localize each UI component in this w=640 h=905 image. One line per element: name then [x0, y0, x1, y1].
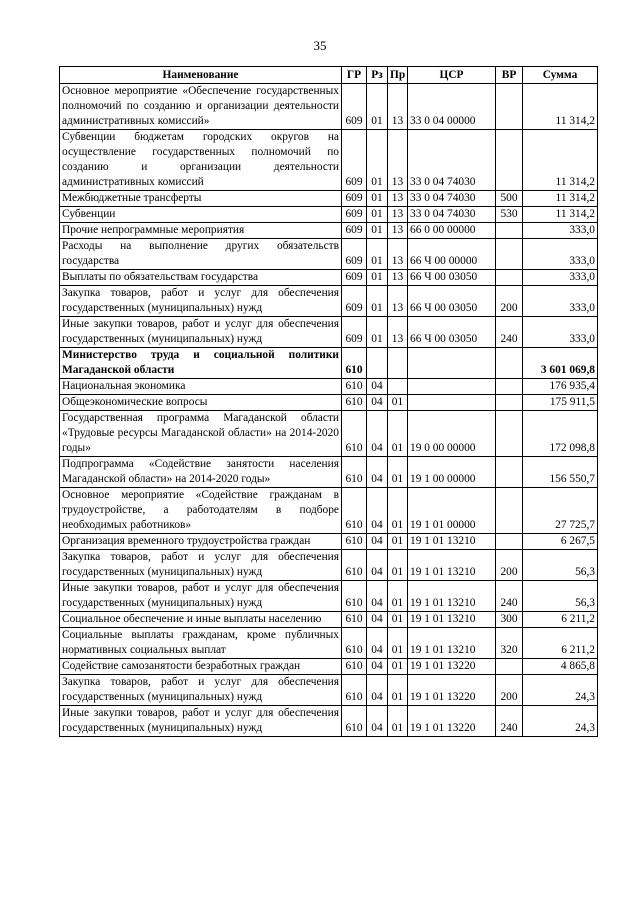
- row-pr: 13: [388, 286, 408, 317]
- row-gr: 610: [342, 628, 367, 659]
- row-name: Закупка товаров, работ и услуг для обеспечения государственных (муниципальных) нужд: [60, 550, 342, 581]
- row-name: Закупка товаров, работ и услуг для обеспечения государственных (муниципальных) нужд: [60, 675, 342, 706]
- row-csr: 19 1 01 13220: [408, 675, 496, 706]
- row-rz: 01: [367, 207, 388, 223]
- table-row: [60, 348, 598, 379]
- row-csr: [408, 379, 496, 395]
- row-vr: [496, 270, 523, 286]
- header-csr: ЦСР: [408, 67, 496, 84]
- row-sum: 175 911,5: [523, 395, 598, 411]
- row-sum: 27 725,7: [523, 488, 598, 534]
- row-pr: 01: [388, 659, 408, 675]
- row-sum: 11 314,2: [523, 130, 598, 191]
- row-sum: 172 098,8: [523, 411, 598, 457]
- row-csr: 19 1 01 13210: [408, 534, 496, 550]
- row-vr: 240: [496, 706, 523, 737]
- row-vr: [496, 379, 523, 395]
- header-vr: ВР: [496, 67, 523, 84]
- row-pr: 01: [388, 488, 408, 534]
- table-row: [60, 239, 598, 270]
- row-csr: 33 0 04 00000: [408, 84, 496, 130]
- row-name: Расходы на выполнение других обязательств государства: [60, 239, 342, 270]
- row-vr: [496, 457, 523, 488]
- row-pr: 13: [388, 191, 408, 207]
- row-gr: 610: [342, 457, 367, 488]
- header-pr: Пр: [388, 67, 408, 84]
- row-pr: 13: [388, 223, 408, 239]
- row-name: Организация временного трудоустройства граждан: [60, 534, 342, 550]
- row-csr: 19 1 00 00000: [408, 457, 496, 488]
- row-pr: 13: [388, 270, 408, 286]
- row-name: Иные закупки товаров, работ и услуг для обеспечения государственных (муниципальных) нужд: [60, 317, 342, 348]
- row-sum: 333,0: [523, 223, 598, 239]
- table-row: [60, 411, 598, 457]
- row-vr: [496, 534, 523, 550]
- row-gr: 609: [342, 317, 367, 348]
- row-name: Субвенции бюджетам городских округов на осуществление государственных полномочий по созданию и организации деятельности административных комиссий: [60, 130, 342, 191]
- row-sum: 6 211,2: [523, 628, 598, 659]
- row-name: Иные закупки товаров, работ и услуг для обеспечения государственных (муниципальных) нужд: [60, 706, 342, 737]
- row-rz: 01: [367, 84, 388, 130]
- row-gr: 610: [342, 411, 367, 457]
- row-name: Общеэкономические вопросы: [60, 395, 342, 411]
- row-csr: 66 Ч 00 00000: [408, 239, 496, 270]
- row-vr: [496, 411, 523, 457]
- row-gr: 609: [342, 286, 367, 317]
- row-gr: 610: [342, 395, 367, 411]
- row-rz: 04: [367, 457, 388, 488]
- row-rz: 01: [367, 191, 388, 207]
- table-header-row: [60, 67, 598, 84]
- row-csr: 19 1 01 00000: [408, 488, 496, 534]
- row-sum: 333,0: [523, 270, 598, 286]
- row-vr: 200: [496, 286, 523, 317]
- row-vr: [496, 395, 523, 411]
- row-pr: 01: [388, 581, 408, 612]
- row-sum: 4 865,8: [523, 659, 598, 675]
- row-csr: 19 1 01 13210: [408, 628, 496, 659]
- row-vr: 320: [496, 628, 523, 659]
- row-sum: 156 550,7: [523, 457, 598, 488]
- table-row: [60, 207, 598, 223]
- row-csr: 19 0 00 00000: [408, 411, 496, 457]
- row-pr: 01: [388, 706, 408, 737]
- row-gr: 610: [342, 659, 367, 675]
- row-name: Прочие непрограммные мероприятия: [60, 223, 342, 239]
- row-gr: 609: [342, 130, 367, 191]
- row-pr: 01: [388, 675, 408, 706]
- table-row: [60, 581, 598, 612]
- row-csr: [408, 395, 496, 411]
- row-pr: 01: [388, 457, 408, 488]
- table-row: [60, 286, 598, 317]
- row-gr: 610: [342, 612, 367, 628]
- header-gr: ГР: [342, 67, 367, 84]
- row-pr: 13: [388, 84, 408, 130]
- row-gr: 609: [342, 191, 367, 207]
- row-csr: 19 1 01 13210: [408, 550, 496, 581]
- row-gr: 610: [342, 534, 367, 550]
- table-row: [60, 550, 598, 581]
- row-csr: [408, 348, 496, 379]
- row-sum: 333,0: [523, 239, 598, 270]
- row-sum: 176 935,4: [523, 379, 598, 395]
- row-rz: 04: [367, 534, 388, 550]
- table-row: [60, 659, 598, 675]
- row-csr: 33 0 04 74030: [408, 207, 496, 223]
- row-rz: [367, 348, 388, 379]
- row-csr: 33 0 04 74030: [408, 130, 496, 191]
- row-rz: 01: [367, 286, 388, 317]
- row-sum: 11 314,2: [523, 207, 598, 223]
- row-vr: 300: [496, 612, 523, 628]
- row-sum: 24,3: [523, 706, 598, 737]
- row-name: Государственная программа Магаданской области «Трудовые ресурсы Магаданской области» на 2014-2020 годы»: [60, 411, 342, 457]
- row-gr: 609: [342, 207, 367, 223]
- row-rz: 01: [367, 239, 388, 270]
- row-sum: 333,0: [523, 317, 598, 348]
- table-row: [60, 84, 598, 130]
- row-vr: 240: [496, 581, 523, 612]
- row-csr: 19 1 01 13220: [408, 706, 496, 737]
- row-vr: 240: [496, 317, 523, 348]
- row-pr: 01: [388, 395, 408, 411]
- row-rz: 01: [367, 130, 388, 191]
- row-vr: [496, 84, 523, 130]
- row-csr: 66 0 00 00000: [408, 223, 496, 239]
- row-vr: [496, 659, 523, 675]
- page-number: 35: [313, 38, 327, 53]
- table-row: [60, 191, 598, 207]
- row-gr: 610: [342, 488, 367, 534]
- row-name: Выплаты по обязательствам государства: [60, 270, 342, 286]
- row-rz: 04: [367, 379, 388, 395]
- row-vr: [496, 130, 523, 191]
- table-row: [60, 223, 598, 239]
- table-row: [60, 379, 598, 395]
- row-sum: 11 314,2: [523, 84, 598, 130]
- row-pr: 13: [388, 207, 408, 223]
- row-sum: 3 601 069,8: [523, 348, 598, 379]
- row-sum: 333,0: [523, 286, 598, 317]
- row-name: Межбюджетные трансферты: [60, 191, 342, 207]
- row-name: Национальная экономика: [60, 379, 342, 395]
- row-pr: 01: [388, 550, 408, 581]
- row-pr: 01: [388, 612, 408, 628]
- row-sum: 56,3: [523, 581, 598, 612]
- header-name: Наименование: [60, 67, 342, 84]
- row-name: Субвенции: [60, 207, 342, 223]
- row-pr: 01: [388, 411, 408, 457]
- row-name: Социальные выплаты гражданам, кроме публичных нормативных социальных выплат: [60, 628, 342, 659]
- row-rz: 04: [367, 488, 388, 534]
- table-row: [60, 488, 598, 534]
- row-pr: [388, 379, 408, 395]
- row-rz: 04: [367, 706, 388, 737]
- row-csr: 19 1 01 13210: [408, 581, 496, 612]
- row-gr: 609: [342, 270, 367, 286]
- row-vr: [496, 223, 523, 239]
- row-pr: 01: [388, 628, 408, 659]
- table-row: [60, 628, 598, 659]
- row-gr: 610: [342, 550, 367, 581]
- row-csr: 66 Ч 00 03050: [408, 270, 496, 286]
- row-gr: 609: [342, 239, 367, 270]
- row-rz: 01: [367, 270, 388, 286]
- row-vr: 200: [496, 675, 523, 706]
- row-vr: 500: [496, 191, 523, 207]
- row-rz: 04: [367, 395, 388, 411]
- row-name: Социальное обеспечение и иные выплаты населению: [60, 612, 342, 628]
- row-rz: 04: [367, 612, 388, 628]
- table-row: [60, 612, 598, 628]
- row-name: Министерство труда и социальной политики Магаданской области: [60, 348, 342, 379]
- table-row: [60, 130, 598, 191]
- header-sum: Сумма: [523, 67, 598, 84]
- row-sum: 6 267,5: [523, 534, 598, 550]
- row-csr: 19 1 01 13220: [408, 659, 496, 675]
- row-rz: 04: [367, 659, 388, 675]
- header-rz: Рз: [367, 67, 388, 84]
- row-pr: 13: [388, 239, 408, 270]
- row-rz: 04: [367, 581, 388, 612]
- table-row: [60, 395, 598, 411]
- row-rz: 04: [367, 628, 388, 659]
- row-gr: 609: [342, 84, 367, 130]
- row-vr: [496, 348, 523, 379]
- budget-table: [59, 66, 598, 737]
- row-csr: 66 Ч 00 03050: [408, 286, 496, 317]
- row-rz: 01: [367, 223, 388, 239]
- row-name: Подпрограмма «Содействие занятости населения Магаданской области» на 2014-2020 годы»: [60, 457, 342, 488]
- row-pr: 13: [388, 130, 408, 191]
- row-gr: 610: [342, 379, 367, 395]
- table-row: [60, 534, 598, 550]
- row-gr: 610: [342, 675, 367, 706]
- row-csr: 66 Ч 00 03050: [408, 317, 496, 348]
- table-row: [60, 706, 598, 737]
- row-gr: 609: [342, 223, 367, 239]
- row-name: Иные закупки товаров, работ и услуг для обеспечения государственных (муниципальных) нужд: [60, 581, 342, 612]
- row-name: Закупка товаров, работ и услуг для обеспечения государственных (муниципальных) нужд: [60, 286, 342, 317]
- table-row: [60, 457, 598, 488]
- row-pr: [388, 348, 408, 379]
- row-rz: 04: [367, 675, 388, 706]
- row-vr: [496, 239, 523, 270]
- row-name: Содействие самозанятости безработных граждан: [60, 659, 342, 675]
- row-csr: 33 0 04 74030: [408, 191, 496, 207]
- row-rz: 04: [367, 550, 388, 581]
- row-name: Основное мероприятие «Обеспечение государственных полномочий по созданию и организации деятельности административных комиссий»: [60, 84, 342, 130]
- row-pr: 13: [388, 317, 408, 348]
- row-gr: 610: [342, 581, 367, 612]
- row-pr: 01: [388, 534, 408, 550]
- row-sum: 56,3: [523, 550, 598, 581]
- row-rz: 01: [367, 317, 388, 348]
- table-row: [60, 317, 598, 348]
- row-gr: 610: [342, 348, 367, 379]
- table-row: [60, 270, 598, 286]
- row-gr: 610: [342, 706, 367, 737]
- table-row: [60, 675, 598, 706]
- row-sum: 11 314,2: [523, 191, 598, 207]
- row-rz: 04: [367, 411, 388, 457]
- row-csr: 19 1 01 13210: [408, 612, 496, 628]
- row-name: Основное мероприятие «Содействие гражданам в трудоустройстве, а работодателям в подборе необходимых работников»: [60, 488, 342, 534]
- row-sum: 24,3: [523, 675, 598, 706]
- row-vr: 530: [496, 207, 523, 223]
- row-vr: [496, 488, 523, 534]
- row-vr: 200: [496, 550, 523, 581]
- row-sum: 6 211,2: [523, 612, 598, 628]
